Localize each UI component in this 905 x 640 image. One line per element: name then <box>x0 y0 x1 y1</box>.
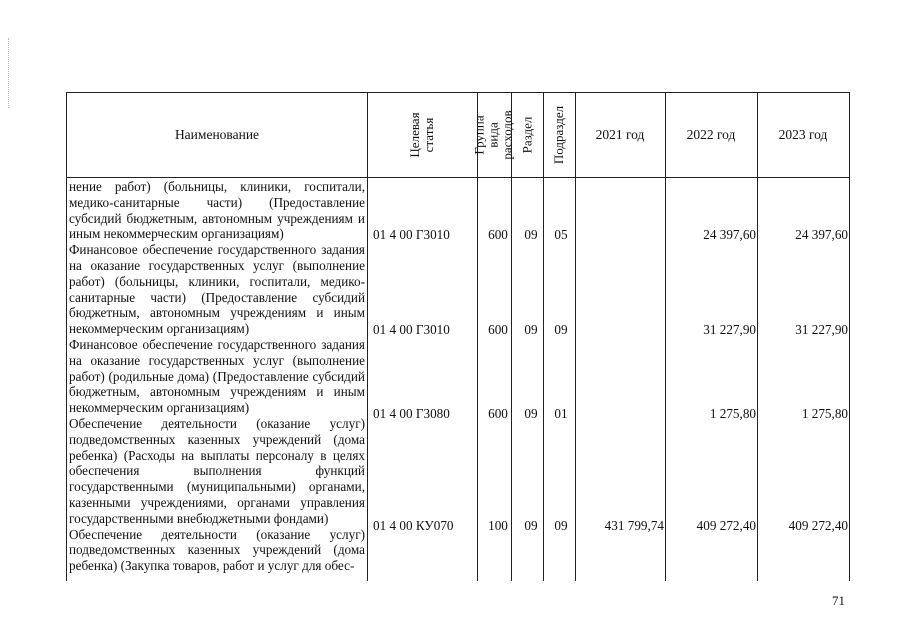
header-year-2021 <box>575 93 665 177</box>
header-year-2023 <box>757 93 849 177</box>
header-divider <box>67 177 849 178</box>
header-name-label: Наименование <box>174 127 260 142</box>
budget-table <box>66 92 850 581</box>
row-section: 09 <box>524 322 538 337</box>
row-code: 01 4 00 КУ070 <box>373 518 454 533</box>
row-name: Обеспечение деятельности (оказание услуг) подведомственных казенных учреждений (дома ребенка) (Расходы на выплаты персоналу в целях обеспечения выполнения функций государственными (муниципальными) органами, казенными учреждениями, органами управления государственными внебюджетными фондами) <box>69 415 365 526</box>
row-section: 09 <box>524 227 538 242</box>
row-name: Обеспечение деятельности (оказание услуг) подведомственных казенных учреждений (дома ребенка) (Закупка товаров, работ и услуг для обес- <box>69 526 365 574</box>
row-name: Финансовое обеспечение государственного задания на оказание государственных услуг (выполнение работ) (больницы, клиники, госпитали, медико-санитарные части) (Предоставление субсидий бюджетным, автономным учреждениям и иным некоммерческим организациям) <box>69 242 365 337</box>
header-target-article-label: Целевая статья <box>407 112 436 158</box>
header-target-article <box>367 93 477 177</box>
row-group: 600 <box>488 322 508 337</box>
row-2023: 24 397,60 <box>795 227 848 242</box>
header-year-2021-label: 2021 год <box>595 127 645 142</box>
row-group: 600 <box>488 227 508 242</box>
row-code: 01 4 00 Г3010 <box>373 322 450 337</box>
row-group: 600 <box>488 406 508 421</box>
header-expense-group <box>472 93 515 177</box>
name-column <box>69 179 365 574</box>
row-section: 09 <box>524 406 538 421</box>
row-code: 01 4 00 Г3080 <box>373 406 450 421</box>
header-name <box>67 93 367 177</box>
row-2023: 31 227,90 <box>795 322 848 337</box>
header-subsection-label: Подраздел <box>551 105 567 165</box>
row-2022: 31 227,90 <box>703 322 756 337</box>
row-group: 100 <box>488 518 508 533</box>
header-section-label: Раздел <box>519 116 534 154</box>
row-2023: 1 275,80 <box>801 406 848 421</box>
row-2021: 431 799,74 <box>604 518 664 533</box>
header-year-2023-label: 2023 год <box>778 127 828 142</box>
row-name: Финансовое обеспечение государственного задания на оказание государственных услуг (выполнение работ) (родильные дома) (Предоставление субсидий бюджетным, автономным учреждениям и иным некоммерческим организациям) <box>69 336 365 416</box>
row-subsection: 09 <box>554 322 568 337</box>
header-section <box>511 93 543 177</box>
header-expense-group-label: Группа вида расходов <box>472 110 515 160</box>
row-name: нение работ) (больницы, клиники, госпитали, медико-санитарные части) (Предоставление субсидий бюджетным, автономным учреждениям и иным некоммерческим организациям) <box>69 179 365 242</box>
margin-mark <box>8 38 9 108</box>
row-subsection: 09 <box>554 518 568 533</box>
row-2022: 24 397,60 <box>703 227 756 242</box>
row-2022: 1 275,80 <box>709 406 756 421</box>
row-subsection: 01 <box>554 406 568 421</box>
header-year-2022-label: 2022 год <box>686 127 736 142</box>
row-code: 01 4 00 Г3010 <box>373 227 450 242</box>
page-number: 71 <box>832 593 845 608</box>
row-2023: 409 272,40 <box>788 518 848 533</box>
row-section: 09 <box>524 518 538 533</box>
row-subsection: 05 <box>554 227 568 242</box>
header-subsection <box>543 93 575 177</box>
header-year-2022 <box>665 93 757 177</box>
row-2022: 409 272,40 <box>696 518 756 533</box>
